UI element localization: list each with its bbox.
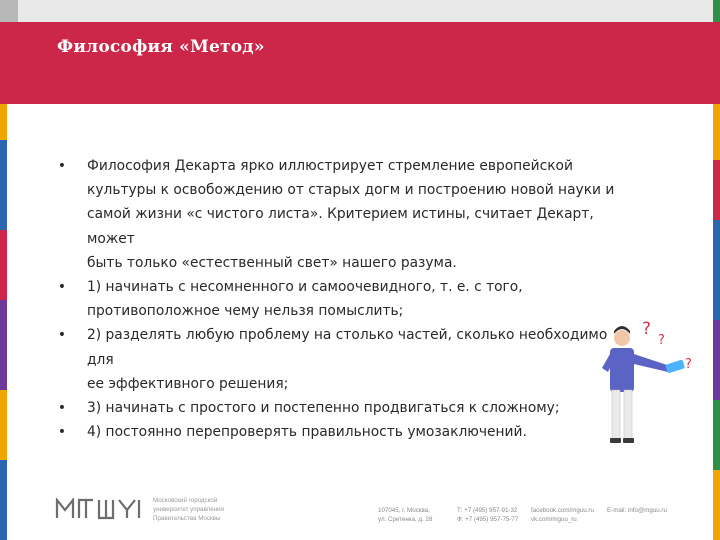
line: быть только «естественный свет» нашего разума. bbox=[87, 254, 457, 271]
line: культуры к освобождению от старых догм и построению новой науки и bbox=[87, 182, 615, 199]
top-strip bbox=[7, 0, 713, 22]
question-mark-icon: ? bbox=[658, 333, 665, 348]
list-item bbox=[56, 420, 616, 444]
line: ее эффективного решения; bbox=[87, 375, 289, 392]
address: 107045, г. Москва, ул. Сретенка, д. 28 bbox=[378, 507, 433, 523]
bullet-icon: • bbox=[57, 424, 67, 441]
line: Философия Декарта ярко иллюстрирует стремление европейской bbox=[87, 158, 573, 174]
bullet-icon: • bbox=[57, 158, 67, 174]
bullet-list bbox=[56, 154, 616, 444]
mgu-logo-icon bbox=[55, 498, 147, 520]
thinking-man-icon bbox=[590, 310, 700, 450]
list-item bbox=[56, 275, 616, 323]
line: 2) разделять любую проблему на столько частей, сколько необходимо для bbox=[87, 327, 608, 368]
header-bar bbox=[0, 22, 720, 104]
social-links[interactable]: facebook.com/mguu.ru vk.com/mguu_ru bbox=[531, 507, 594, 523]
line: 4) постоянно перепроверять правильность умозаключений. bbox=[87, 424, 527, 441]
list-item bbox=[56, 396, 616, 420]
line: 3) начинать с простого и постепенно продвигаться к сложному; bbox=[87, 400, 560, 417]
corner-mark bbox=[0, 0, 18, 22]
org-name: Московский городской университет управления Правительства Москвы bbox=[153, 497, 224, 522]
bullet-icon: • bbox=[57, 327, 67, 344]
question-mark-icon: ? bbox=[685, 357, 692, 372]
footer bbox=[0, 490, 720, 540]
line: 1) начинать с несомненного и самоочевидного, т. е. с того, bbox=[87, 279, 523, 296]
list-item bbox=[56, 323, 616, 396]
slide-title: Философия «Метод» bbox=[57, 37, 265, 57]
line: противоположное чему нельзя помыслить; bbox=[87, 303, 404, 320]
line: самой жизни «с чистого листа». Критерием истины, считает Декарт, может bbox=[87, 206, 594, 247]
email-link[interactable]: E-mail: info@mguu.ru bbox=[607, 507, 667, 514]
list-item bbox=[56, 154, 616, 275]
bullet-icon: • bbox=[57, 400, 67, 417]
bullet-icon: • bbox=[57, 279, 67, 296]
question-mark-icon: ? bbox=[642, 319, 652, 339]
phone-numbers: Т: +7 (495) 957-91-32 Ф: +7 (495) 957-75-77 bbox=[457, 507, 519, 523]
